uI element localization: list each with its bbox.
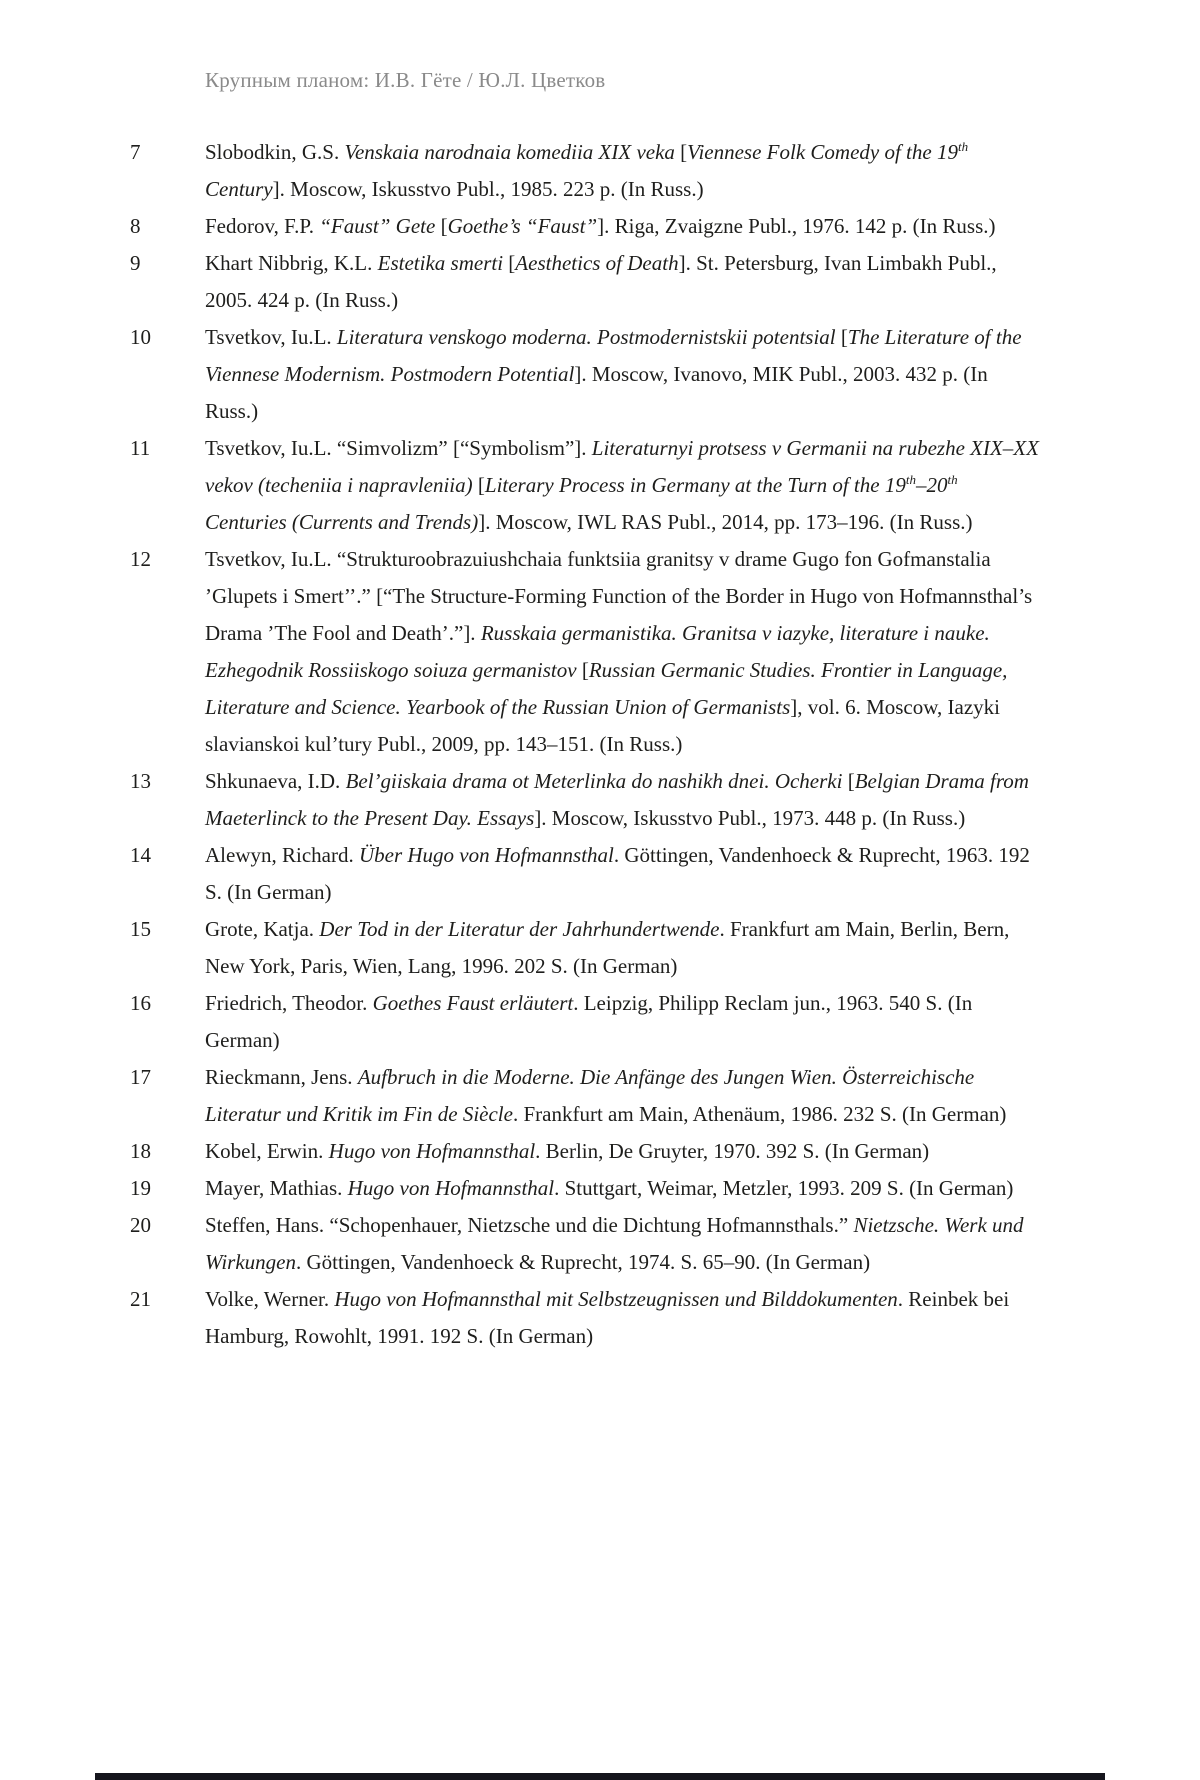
reference-number: 14 <box>130 843 151 867</box>
reference-entry <box>130 1170 1040 1207</box>
reference-entry <box>130 208 1040 245</box>
reference-number: 18 <box>130 1139 151 1163</box>
reference-text: Steffen, Hans. “Schopenhauer, Nietzsche und die Dichtung Hofmannsthals.” Nietzsche. Werk und Wirkungen. Göttingen, Vandenhoeck & Ruprecht, 1974. S. 65–90. (In German) <box>205 1213 1024 1274</box>
reference-number: 9 <box>130 251 141 275</box>
reference-number: 16 <box>130 991 151 1015</box>
reference-number: 7 <box>130 140 141 164</box>
page-bottom-edge <box>95 1773 1105 1780</box>
reference-number: 11 <box>130 436 151 460</box>
reference-entry <box>130 1133 1040 1170</box>
reference-text: Shkunaeva, I.D. Bel’giiskaia drama ot Meterlinka do nashikh dnei. Ocherki [Belgian Drama from Maeterlinck to the Present Day. Essays]. Moscow, Iskusstvo Publ., 1973. 448 p. (In Russ.) <box>205 769 1029 830</box>
reference-entry <box>130 985 1040 1059</box>
reference-number: 21 <box>130 1287 151 1311</box>
reference-number: 12 <box>130 547 151 571</box>
reference-entry <box>130 837 1040 911</box>
reference-text: Slobodkin, G.S. Venskaia narodnaia komediia XIX veka [Viennese Folk Comedy of the 19th Century]. Moscow, Iskusstvo Publ., 1985. 223 p. (In Russ.) <box>205 139 969 201</box>
reference-number: 20 <box>130 1213 151 1237</box>
reference-entry <box>130 319 1040 430</box>
reference-number: 17 <box>130 1065 151 1089</box>
reference-number: 10 <box>130 325 151 349</box>
reference-entry <box>130 1059 1040 1133</box>
reference-text: Fedorov, F.P. “Faust” Gete [Goethe’s “Faust”]. Riga, Zvaigzne Publ., 1976. 142 p. (In Russ.) <box>205 214 996 238</box>
reference-entry <box>130 245 1040 319</box>
reference-text: Kobel, Erwin. Hugo von Hofmannsthal. Berlin, De Gruyter, 1970. 392 S. (In German) <box>205 1139 930 1163</box>
reference-text: Friedrich, Theodor. Goethes Faust erläutert. Leipzig, Philipp Reclam jun., 1963. 540 S. (In German) <box>205 991 973 1052</box>
reference-number: 8 <box>130 214 141 238</box>
reference-text: Mayer, Mathias. Hugo von Hofmannsthal. Stuttgart, Weimar, Metzler, 1993. 209 S. (In German) <box>205 1176 1014 1200</box>
running-header: Крупным планом: И.В. Гёте / Ю.Л. Цветков <box>205 68 606 92</box>
reference-text: Tsvetkov, Iu.L. Literatura venskogo moderna. Postmodernistskii potentsial [The Literature of the Viennese Modernism. Postmodern Potential]. Moscow, Ivanovo, MIK Publ., 2003. 432 p. (In Russ.) <box>205 325 1022 423</box>
reference-entry <box>130 430 1040 541</box>
reference-text: Rieckmann, Jens. Aufbruch in die Moderne. Die Anfänge des Jungen Wien. Österreichische Literatur und Kritik im Fin de Siècle. Frankfurt am Main, Athenäum, 1986. 232 S. (In German) <box>205 1065 1007 1126</box>
reference-entry <box>130 763 1040 837</box>
reference-text: Grote, Katja. Der Tod in der Literatur der Jahrhundertwende. Frankfurt am Main, Berlin, Bern, New York, Paris, Wien, Lang, 1996. 202 S. (In German) <box>205 917 1010 978</box>
reference-entry <box>130 911 1040 985</box>
reference-list <box>130 134 1040 1355</box>
reference-entry <box>130 1207 1040 1281</box>
reference-text: Khart Nibbrig, K.L. Estetika smerti [Aesthetics of Death]. St. Petersburg, Ivan Limbakh Publ., 2005. 424 p. (In Russ.) <box>205 251 997 312</box>
reference-text: Alewyn, Richard. Über Hugo von Hofmannsthal. Göttingen, Vandenhoeck & Ruprecht, 1963. 192 S. (In German) <box>205 843 1030 904</box>
reference-number: 19 <box>130 1176 151 1200</box>
reference-number: 15 <box>130 917 151 941</box>
reference-number: 13 <box>130 769 151 793</box>
reference-entry <box>130 541 1040 763</box>
reference-entry <box>130 1281 1040 1355</box>
reference-text: Tsvetkov, Iu.L. “Simvolizm” [“Symbolism”]. Literaturnyi protsess v Germanii na rubezhe XIX–XX vekov (techeniia i napravleniia) [Literary Process in Germany at the Turn of the 19th–20th Centuries (Currents and Trends)]. Moscow, IWL RAS Publ., 2014, pp. 173–196. (In Russ.) <box>205 436 1039 534</box>
reference-text: Tsvetkov, Iu.L. “Strukturoobrazuiushchaia funktsiia granitsy v drame Gugo fon Gofmanstalia ’Glupets i Smert’’.” [“The Structure-Forming Function of the Border in Hugo von Hofmannsthal’s Drama ’The Fool and Death’.”]. Russkaia germanistika. Granitsa v iazyke, literature i nauke. Ezhegodnik Rossiiskogo soiuza germanistov [Russian Germanic Studies. Frontier in Language, Literature and Science. Yearbook of the Russian Union of Germanists], vol. 6. Moscow, Iazyki slavianskoi kul’tury Publ., 2009, pp. 143–151. (In Russ.) <box>205 547 1033 756</box>
reference-entry <box>130 134 1040 208</box>
reference-text: Volke, Werner. Hugo von Hofmannsthal mit Selbstzeugnissen und Bilddokumenten. Reinbek bei Hamburg, Rowohlt, 1991. 192 S. (In German) <box>205 1287 1010 1348</box>
